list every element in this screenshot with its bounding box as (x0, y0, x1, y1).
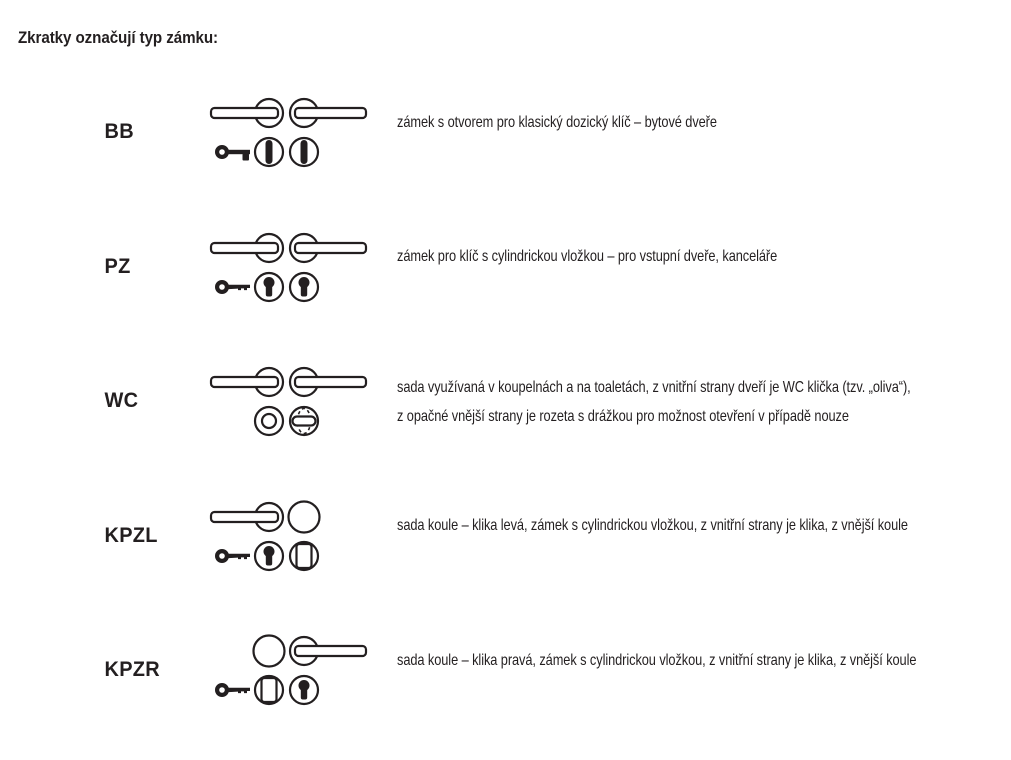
wc-oliva-rosette-icon (290, 407, 318, 435)
lever-handle-left-icon (211, 234, 283, 262)
lever-handle-left-icon (211, 503, 283, 531)
door-knob-icon (289, 501, 320, 532)
kpzl-icon-set (209, 499, 369, 573)
lock-type-icons (205, 633, 397, 707)
lock-type-icons (205, 230, 397, 304)
bb-keyhole-rosette-icon (290, 138, 318, 166)
pz-keyhole-rosette-icon (290, 676, 318, 704)
lock-type-code: WC (104, 389, 139, 413)
lock-type-icons (205, 364, 397, 438)
lock-type-code: KPZR (104, 658, 160, 682)
lever-handle-left-icon (211, 368, 283, 396)
lock-type-row-wc (0, 334, 1011, 469)
wc-icon-set (209, 364, 369, 438)
lock-type-description: zámek s otvorem pro klasický dozický klíč – bytové dveře (397, 113, 717, 131)
lock-type-code: BB (104, 120, 134, 144)
blind-cylinder-rosette-icon (255, 676, 283, 704)
bit-key-icon (217, 147, 250, 160)
lock-type-row-bb (0, 65, 1011, 200)
lock-type-table (0, 65, 1011, 738)
pz-keyhole-rosette-icon (255, 542, 283, 570)
lock-type-description: zámek pro klíč s cylindrickou vložkou – pro vstupní dveře, kanceláře (397, 248, 778, 266)
blind-cylinder-rosette-icon (290, 542, 318, 570)
groove-rosette-icon (255, 407, 283, 435)
pz-keyhole-rosette-icon (290, 273, 318, 301)
cylinder-key-icon (217, 685, 250, 695)
lock-type-icons (205, 499, 397, 573)
pz-icon-set (209, 230, 369, 304)
lever-handle-right-icon (290, 234, 366, 262)
lock-type-description: sada koule – klika levá, zámek s cylindrickou vložkou, z vnitřní strany je klika, z vnější koule (397, 517, 908, 535)
lock-type-description: sada koule – klika pravá, zámek s cylindrickou vložkou, z vnitřní strany je klika, z vnější koule (397, 651, 917, 669)
lock-type-description: sada využívaná v koupelnách a na toaletách, z vnitřní strany dveří je WC klička (tzv. „oliva“), z opačné vnější strany je rozeta s drážkou pro možnost otevření v případě nouze (397, 379, 911, 426)
door-knob-icon (254, 636, 285, 667)
lock-type-row-pz (0, 200, 1011, 335)
lever-handle-right-icon (290, 368, 366, 396)
lock-type-code: KPZL (104, 523, 158, 547)
cylinder-key-icon (217, 551, 250, 561)
kpzr-icon-set (209, 633, 369, 707)
lever-handle-left-icon (211, 99, 283, 127)
pz-keyhole-rosette-icon (255, 273, 283, 301)
lock-type-icons (205, 95, 397, 169)
lock-type-row-kpzr (0, 603, 1011, 738)
lock-type-code: PZ (104, 254, 131, 278)
page-title: Zkratky označují typ zámku: (18, 29, 218, 47)
lever-handle-right-icon (290, 99, 366, 127)
lock-type-row-kpzl (0, 469, 1011, 604)
bb-icon-set (209, 95, 369, 169)
bb-keyhole-rosette-icon (255, 138, 283, 166)
cylinder-key-icon (217, 282, 250, 292)
lever-handle-right-icon (290, 637, 366, 665)
